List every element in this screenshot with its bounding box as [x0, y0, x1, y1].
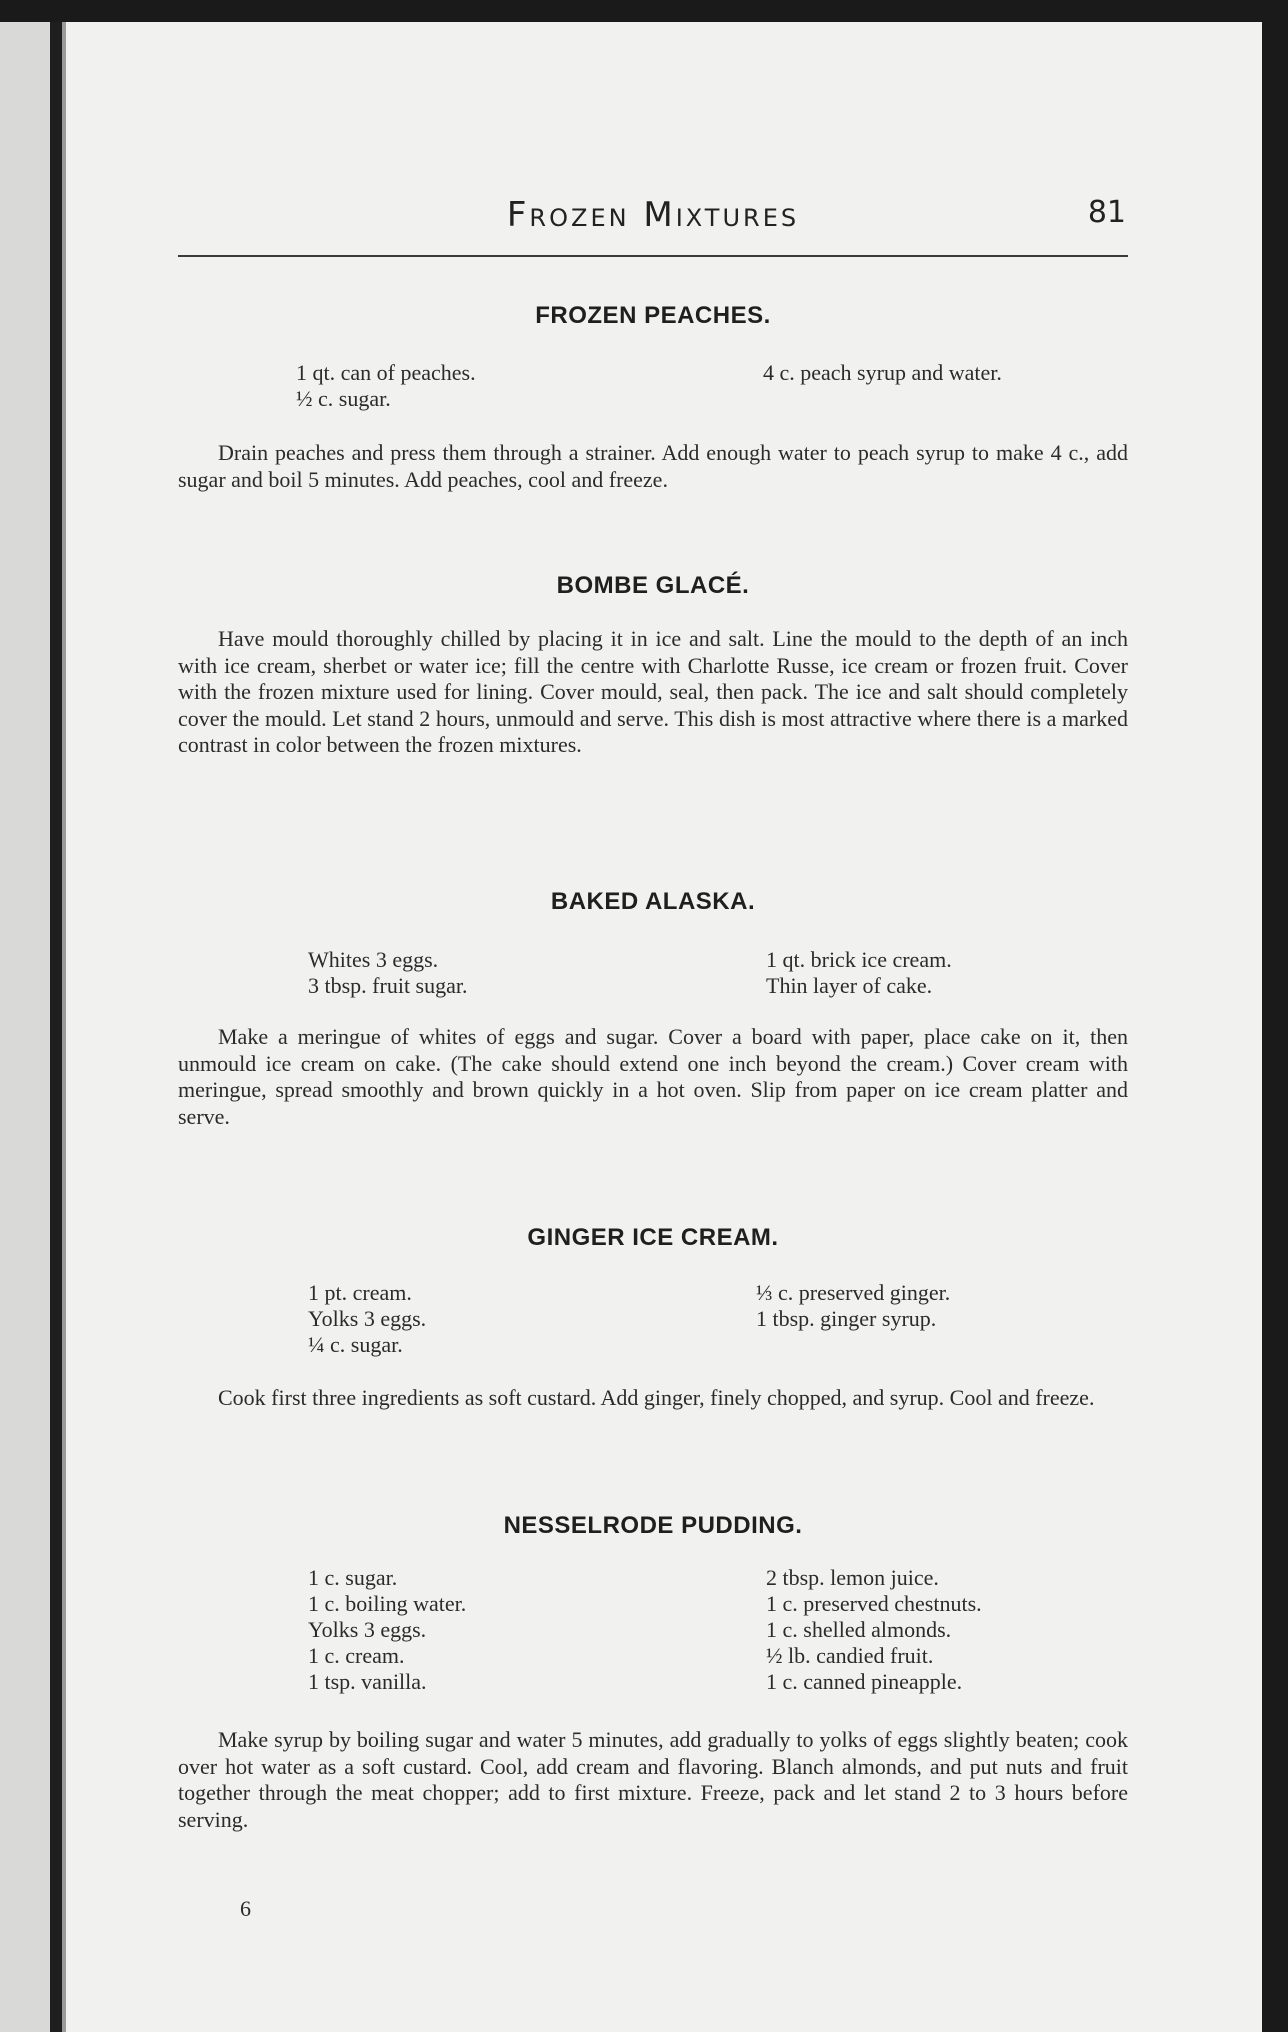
ingredient: Yolks 3 eggs.	[308, 1617, 427, 1642]
ingredient: Yolks 3 eggs.	[308, 1306, 427, 1331]
ingredients-right	[766, 1565, 982, 1695]
running-title: Frozen Mixtures	[506, 195, 800, 235]
ingredient: 4 c. peach syrup and water.	[763, 360, 1002, 385]
recipe-title: FROZEN PEACHES.	[535, 302, 771, 329]
ingredient: ¼ c. sugar.	[308, 1332, 403, 1357]
running-head	[178, 185, 1128, 257]
ingredient: 1 tsp. vanilla.	[308, 1669, 427, 1694]
ingredient: ⅓ c. preserved ginger.	[756, 1280, 951, 1305]
ingredient: 1 c. boiling water.	[308, 1591, 467, 1616]
ingredient: 3 tbsp. fruit sugar.	[308, 973, 468, 998]
ingredients-left	[308, 1565, 466, 1695]
ingredient: 1 pt. cream.	[308, 1280, 412, 1305]
signature-mark: 6	[240, 1896, 251, 1921]
ingredient: 2 tbsp. lemon juice.	[766, 1565, 939, 1590]
recipe-title: BOMBE GLACÉ.	[556, 572, 750, 599]
scan-border-right	[1262, 0, 1288, 2032]
recipe-title: GINGER ICE CREAM.	[527, 1224, 779, 1251]
ingredients-left	[296, 360, 476, 412]
recipe-method: Make syrup by boiling sugar and water 5 minutes, add gradually to yolks of eggs slightly beaten; cook over hot water as a soft custard. Cool, add cream and flavoring. Blanch almonds, and put nuts and fruit together through the meat chopper; add to first mixture. Freeze, pack and let stand 2 to 3 hours before serving.	[178, 1727, 1128, 1832]
scan-border-top	[0, 0, 1288, 22]
ingredient: Thin layer of cake.	[766, 973, 933, 998]
recipe-title: BAKED ALASKA.	[550, 888, 756, 915]
ingredients-right	[756, 1280, 950, 1332]
ingredients-right	[766, 947, 952, 999]
ingredient: 1 c. preserved chestnuts.	[766, 1591, 982, 1616]
recipe-method: Cook first three ingredients as soft custard. Add ginger, finely chopped, and syrup. Cool and freeze.	[218, 1385, 1095, 1410]
ingredients-left	[308, 1280, 426, 1358]
recipe-title: NESSELRODE PUDDING.	[503, 1512, 803, 1539]
ingredient: ½ lb. candied fruit.	[766, 1643, 934, 1668]
ingredient: 1 tbsp. ginger syrup.	[756, 1306, 937, 1331]
facing-page-edge	[0, 0, 62, 2032]
ingredient: 1 c. canned pineapple.	[766, 1669, 963, 1694]
ingredient: ½ c. sugar.	[296, 386, 391, 411]
ingredients-right	[763, 360, 1002, 386]
ingredient: 1 qt. brick ice cream.	[766, 947, 952, 972]
recipe-method: Drain peaches and press them through a strainer. Add enough water to peach syrup to make 4 c., add sugar and boil 5 minutes. Add peaches, cool and freeze.	[178, 440, 1128, 492]
page-number: 81	[1087, 195, 1126, 230]
ingredient: 1 qt. can of peaches.	[296, 360, 476, 385]
recipe-method: Have mould thoroughly chilled by placing it in ice and salt. Line the mould to the depth of an inch with ice cream, sherbet or water ice; fill the centre with Charlotte Russe, ice cream or frozen fruit. Cover with the frozen mixture used for lining. Cover mould, seal, then pack. The ice and salt should completely cover the mould. Let stand 2 hours, unmould and serve. This dish is most attractive where there is a marked contrast in color between the frozen mixtures.	[178, 626, 1128, 757]
ingredients-left	[308, 947, 468, 999]
recipe-method: Make a meringue of whites of eggs and sugar. Cover a board with paper, place cake on it, then unmould ice cream on cake. (The cake should extend one inch beyond the cream.) Cover cream with meringue, spread smoothly and brown quickly in a hot oven. Slip from paper on ice cream platter and serve.	[178, 1024, 1128, 1129]
ingredient: Whites 3 eggs.	[308, 947, 439, 972]
ingredient: 1 c. shelled almonds.	[766, 1617, 952, 1642]
ingredient: 1 c. cream.	[308, 1643, 405, 1668]
ingredient: 1 c. sugar.	[308, 1565, 398, 1590]
